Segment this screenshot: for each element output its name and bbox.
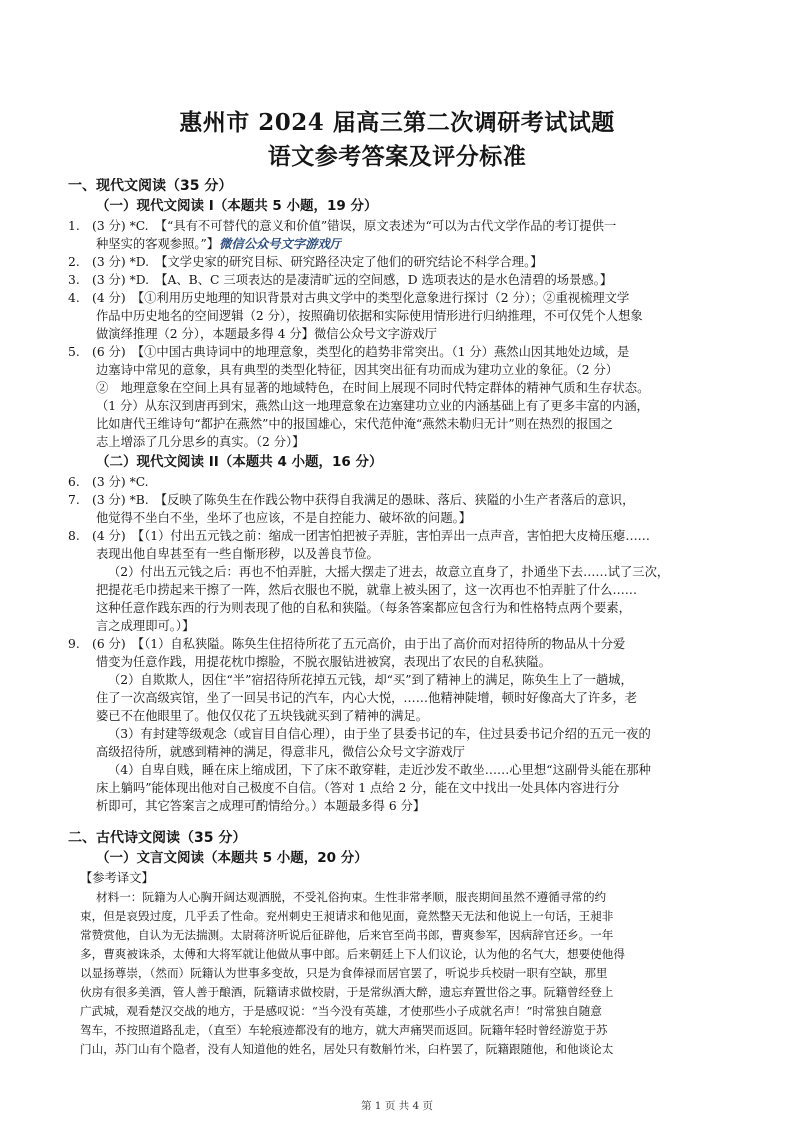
answer-line: 志上增添了几分思乡的真实。（2 分）】 [96,435,305,449]
answer-line: （1 分）从东汉到唐再到宋，燕然山这一地理意象在边塞建功立业的内涵基础上有了更多丰富的内涵， [96,399,649,413]
answer-line: 9. (6 分) 【（1）自私狭隘。陈奂生住招待所花了五元高价，由于出了高价而对招待所的物品从十分爱 [68,637,626,651]
answer-line: 种坚实的客观参照。”】微信公众号文字游戏厅 [96,236,343,251]
answer-line: 住了一次高级宾馆，坐了一回吴书记的汽车，内心大悦，……他精神陡增，顿时好像高大了许多，老 [96,691,638,705]
translation-line: 以显扬尊崇，（然而）阮籍认为世事多变故，只是为食俸禄而居官罢了，听说步兵校尉一职有空缺，那里 [80,966,608,980]
answer-line: 这种任意作践东西的行为则表现了他的自私和狭隘。（每条答案都应包含行为和性格特点两个要素， [96,601,631,615]
watermark-text: 微信公众号文字游戏厅 [219,236,343,251]
section1-part1-heading: （一）现代文阅读 I（本题共 5 小题，19 分） [96,198,378,214]
section1-heading: 一、现代文阅读（35 分） [68,178,233,194]
answer-line: 1. (3 分) *C. 【“具有不可替代的意义和价值”错误，原文表述为“可以为古代文学作品的考订提供一 [68,219,617,233]
answer-line: 言之成理即可。）】 [96,619,195,633]
document-subtitle: 语文参考答案及评分标准 [267,143,527,170]
translation-line: 门山，苏门山有个隐者，没有人知道他的姓名，居处只有数斛竹米，臼杵罢了，阮籍跟随他，和他谈论太 [80,1042,614,1056]
answer-line: 边塞诗中常见的意象，具有典型的类型化特征，因其突出征有功而成为建功立业的象征。（2 分） [96,363,619,377]
answer-line: 4. (4 分) 【①利用历史地理的知识背景对古典文学中的类型化意象进行探讨（2 分）；②重视梳理文学 [68,291,630,305]
answer-line: 5. (6 分) 【①中国古典诗词中的地理意象，类型化的趋势非常突出。（1 分）燕然山因其地处边域，是 [68,345,630,359]
answer-line: 作品中历史地名的空间逻辑（2 分），按照确切依据和实际使用情形进行归纳推理，不可仅凭个人想象 [96,309,643,323]
answer-line: 表现出他自卑甚至有一些自惭形秽，以及善良节俭。 [96,547,379,561]
answer-line: （4）自卑自贱，睡在床上缩成团，下了床不敢穿鞋，走近沙发不敢坐……心里想“这副骨头能在那种 [108,763,651,777]
answer-line: 3. (3 分) *D. 【A、B、C 三项表达的是凄清旷远的空间感，D 选项表达的是水色清碧的场景感。】 [68,273,613,287]
reference-translation-label: 【参考译文】 [80,871,154,885]
translation-line: 广武城，观看楚汉交战的地方，于是感叹说：“当今没有英雄，才使那些小子成就名声！”时常独自随意 [80,1004,602,1018]
answer-line: 2. (3 分) *D. 【文学史家的研究目标、研究路径决定了他们的研究结论不科学合理。】 [68,255,543,269]
section2-heading: 二、古代诗文阅读（35 分） [68,830,247,846]
document-title: 惠州市 2024 届高三第二次调研考试试题 [179,109,615,136]
page-number: 第 1 页 共 4 页 [360,1100,434,1112]
translation-line: 束，但是哀毁过度，几乎丢了性命。兖州刺史王昶请求和他见面，竟然整天无法和他说上一句话，王昶非 [80,909,614,923]
answer-line: 6. (3 分) *C. [68,475,149,489]
answer-line: 惜变为任意作践，用提花枕巾擦脸，不脱衣服钻进被窝，表现出了农民的自私狭隘。 [96,655,551,669]
translation-line: 伙房有很多美酒，管人善于酿酒，阮籍请求做校尉，于是常纵酒大醉，遗忘弃置世俗之事。阮籍曾经登上 [80,985,614,999]
answer-line: 床上躺吗”能体现出他对自己极度不自信。（答对 1 点给 2 分，能在文中找出一处具体内容进行分 [96,781,620,795]
answer-line: （2）自欺欺人，因住“半”宿招待所花掉五元钱，却“买”到了精神上的满足，陈奂生上了一趟城， [108,673,633,687]
translation-line: 驾车，不按照道路乱走，（直至）车轮痕迹都没有的地方，就大声痛哭而返回。阮籍年轻时曾经游览于苏 [80,1023,608,1037]
answer-line: 比如唐代王维诗句“都护在燕然”中的报国雄心，宋代范仲淹“燕然未勒归无计”则在热烈的报国之 [96,417,614,431]
answer-line: 高级招待所，就感到精神的满足，得意非凡，微信公众号文字游戏厅 [96,745,465,759]
answer-line: 析即可，其它答案言之成理可酌情给分。）本题最多得 6 分】 [96,799,426,813]
translation-line: 常赞赏他，自认为无法揣测。太尉蒋济听说后征辟他，后来官至尚书郎，曹爽参军，因病辞官还乡。一年 [80,928,614,942]
answer-line: 7. (3 分) *B. 【反映了陈奂生在作践公物中获得自我满足的愚昧、落后、狭隘的小生产者落后的意识， [68,493,635,507]
answer-line: ② 地理意象在空间上具有显著的地域特色，在时间上展现不同时代特定群体的精神气质和生存状态。 [96,381,650,395]
answer-line: 婆已不在他眼里了。他仅仅花了五块钱就买到了精神的满足。 [96,709,429,723]
answer-line: （2）付出五元钱之后：再也不怕弄脏，大摇大摆走了进去，故意立直身了，扑通坐下去……试了三次， [108,565,670,579]
section2-part1-heading: （一）文言文阅读（本题共 5 小题，20 分） [96,850,368,866]
translation-line: 材料一：阮籍为人心胸开阔达观洒脱，不受礼俗拘束。生性非常孝顺，服丧期间虽然不遵循寻常的约 [96,890,607,904]
answer-line: （3）有封建等级观念（或盲目自信心理），由于坐了县委书记的车，住过县委书记介绍的五元一夜的 [108,727,651,741]
translation-line: 多，曹爽被诛杀，太傅和大将军就让他做从事中郎。后来朝廷上下人们议论，认为他的名气大，想要使他得 [80,947,625,961]
answer-line: 做演绎推理（2 分），本题最多得 4 分】微信公众号文字游戏厅 [96,327,437,341]
answer-line: 他觉得不坐白不坐，坐坏了也应该，不是自控能力、破坏欲的问题。】 [96,511,472,525]
answer-line: 8. (4 分) 【（1）付出五元钱之前：缩成一团害怕把被子弄脏，害怕弄出一点声音，害怕把大皮椅压瘪…… [68,529,650,543]
answer-line: 把提花毛巾捞起来干擦了一阵，然后衣服也不脱，就靠上被头困了，这一次再也不怕弄脏了什么…… [96,583,638,597]
section1-part2-heading: （二）现代文阅读 II（本题共 4 小题，16 分） [96,454,383,470]
